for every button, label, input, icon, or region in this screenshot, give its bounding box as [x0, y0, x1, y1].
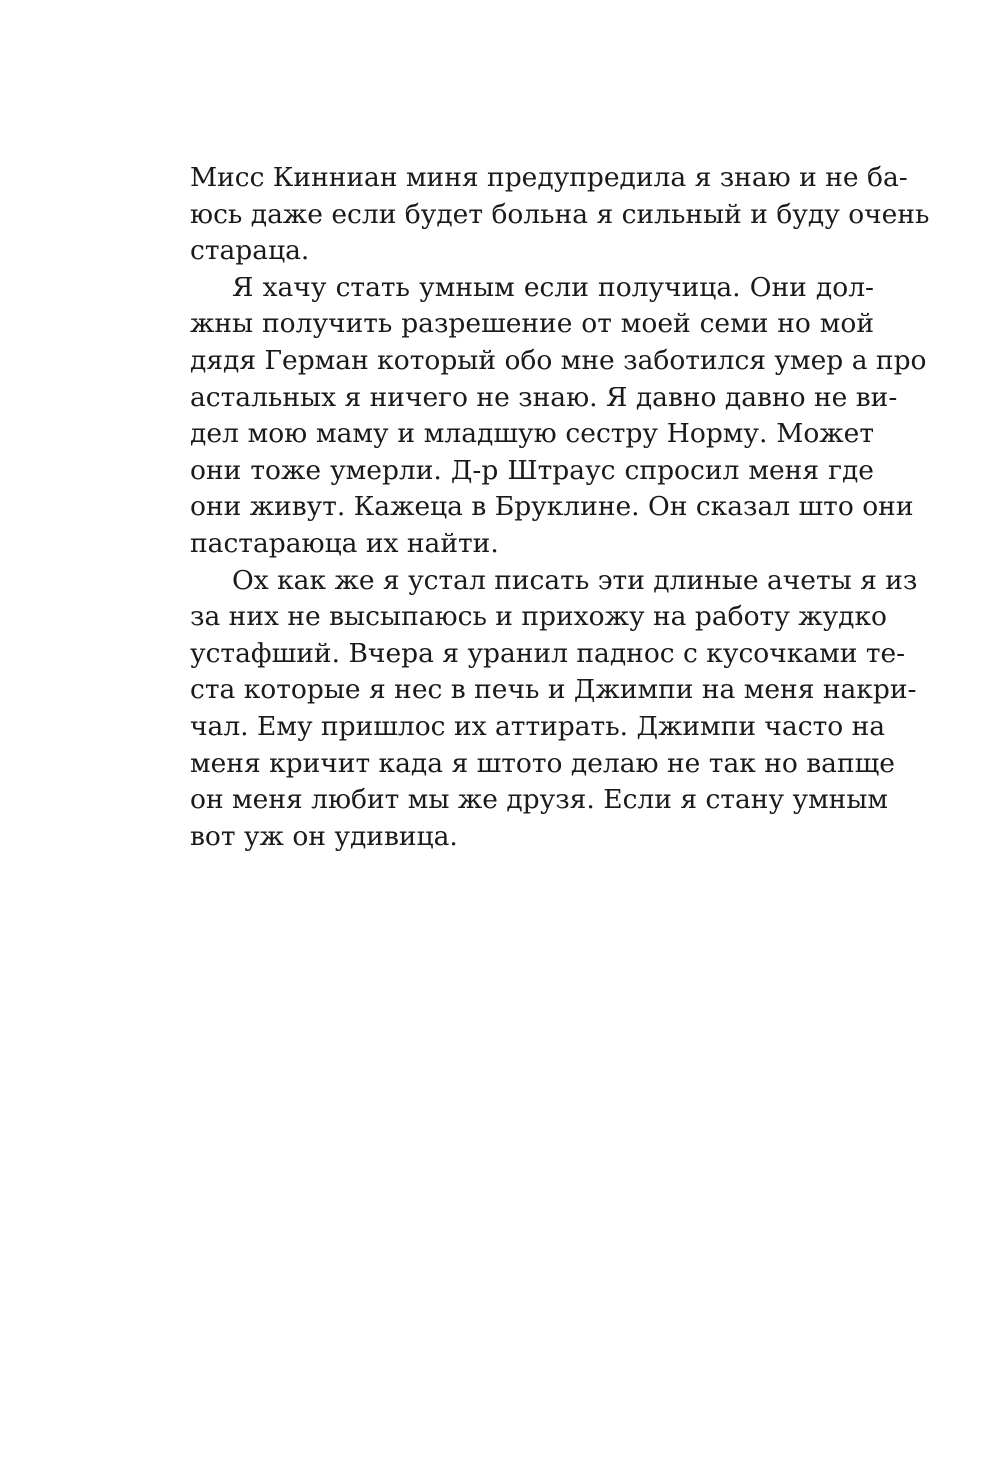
text-line: меня кричит када я штото делаю не так но вапще: [190, 747, 895, 779]
text-line: стараца.: [190, 235, 310, 267]
paragraph-2: [190, 270, 927, 563]
text-line: устафший. Вчера я уранил паднос с кусочками те-: [190, 637, 906, 669]
text-line: ста которые я нес в печь и Джимпи на меня накри-: [190, 674, 917, 706]
paragraph-1: [190, 160, 930, 270]
text-line: Я хачу стать умным если получица. Они дол-: [232, 271, 874, 303]
text-line: дел мою маму и младшую сестру Норму. Может: [190, 418, 874, 450]
text-line: жны получить разрешение от моей семи но мой: [190, 308, 874, 340]
text-line: Ох как же я устал писать эти длиные ачеты я из: [232, 564, 918, 596]
text-line: за них не высыпаюсь и прихожу на работу жудко: [190, 601, 888, 633]
text-line: чал. Ему пришлос их аттирать. Джимпи часто на: [190, 710, 886, 742]
text-line: пастараюца их найти.: [190, 527, 499, 559]
text-line: он меня любит мы же друзя. Если я стану умным: [190, 784, 889, 816]
text-line: астальных я ничего не знаю. Я давно давно не ви-: [190, 381, 898, 413]
text-line: они живут. Кажеца в Бруклине. Он сказал што они: [190, 491, 914, 523]
text-line: они тоже умерли. Д-р Штраус спросил меня где: [190, 454, 874, 486]
text-line: юсь даже если будет больна я сильный и буду очень: [190, 198, 930, 230]
body-text: [190, 160, 930, 855]
text-line: дядя Герман который обо мне заботился умер а про: [190, 344, 927, 376]
text-line: вот уж он удивица.: [190, 820, 458, 852]
paragraph-3: [190, 563, 918, 856]
text-line: Мисс Кинниан миня предупредила я знаю и не ба-: [190, 162, 908, 193]
